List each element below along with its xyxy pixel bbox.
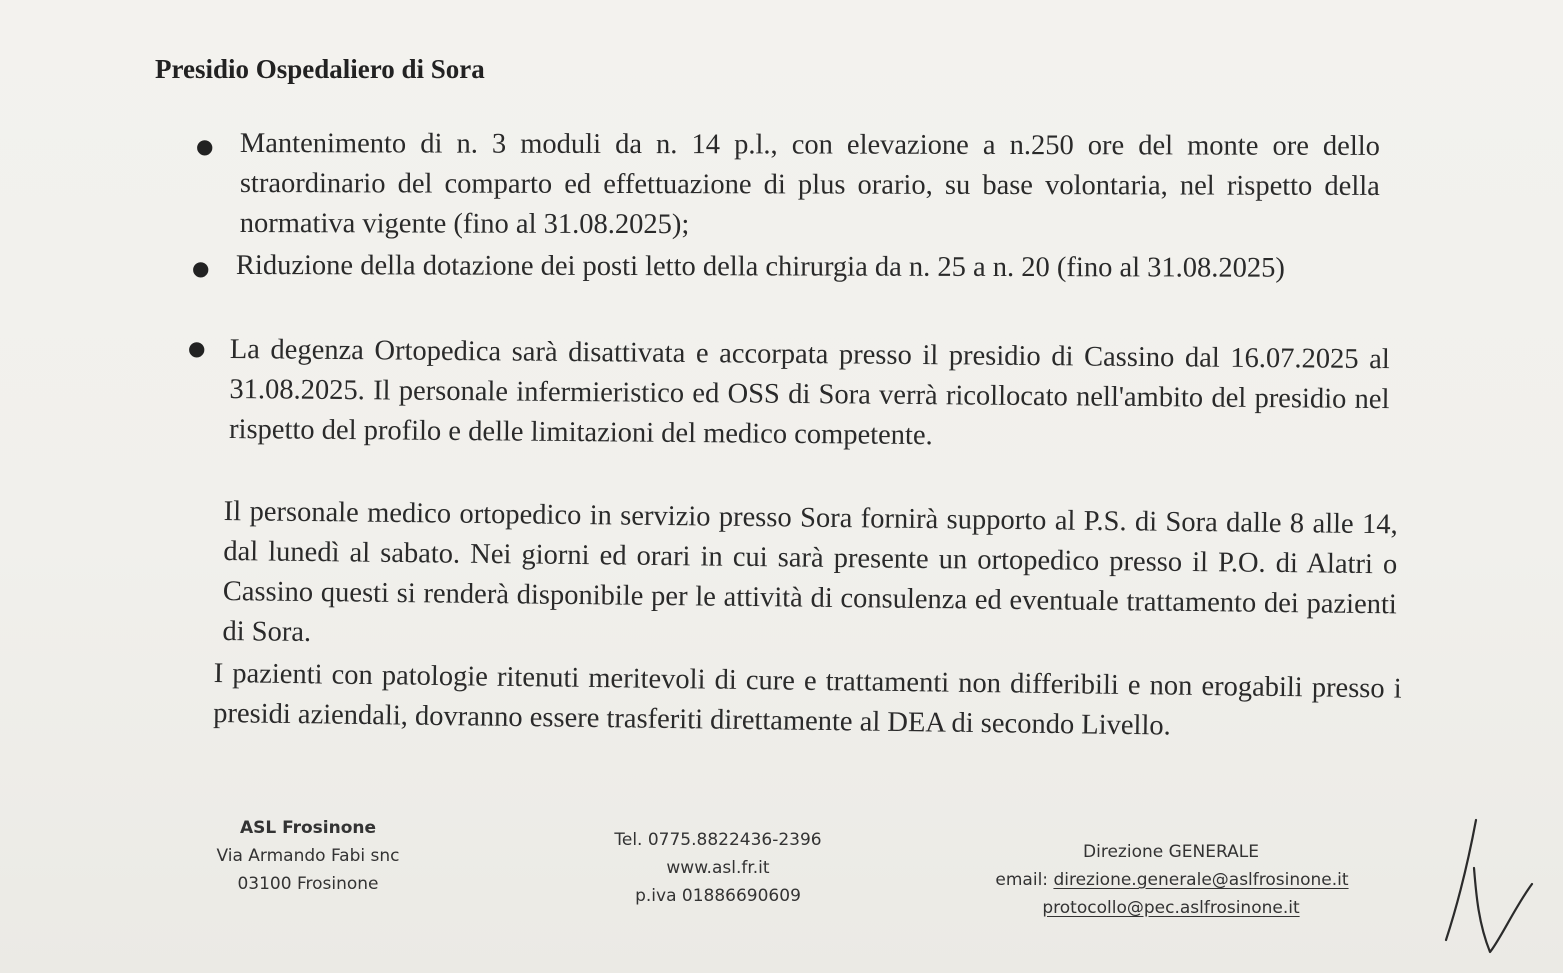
footer-pec-link[interactable]: protocollo@pec.aslfrosinone.it (1042, 898, 1300, 918)
bullet-dot-icon: ● (196, 134, 214, 158)
footer-department: Direzione GENERALE (1083, 842, 1259, 862)
bullet-text-3: La degenza Ortopedica sarà disattivata e accorpata presso il presidio di Cassino dal 16.07.2025 al 31.08.2025. Il personale infermieristico ed OSS di Sora verrà ricollocato nell'ambito del presidio nel rispetto del profilo e delle limitazioni del medico competente. (228, 333, 1390, 452)
footer-vat-number: p.iva 01886690609 (635, 886, 801, 906)
footer-direction-block (956, 838, 1386, 922)
footer-email-link[interactable]: direzione.generale@aslfrosinone.it (1053, 870, 1349, 890)
handwritten-signature (1440, 812, 1540, 962)
paragraph-patient-transfer: I pazienti con patologie ritenuti meritevoli di cure e trattamenti non differibili e non erogabili presso i presidi aziendali, dovranno essere trasferiti direttamente al DEA di secondo Livello. (213, 657, 1402, 742)
footer-address-block (196, 814, 420, 898)
footer-telephone: Tel. 0775.8822436-2396 (614, 830, 822, 850)
section-heading: Presidio Ospedaliero di Sora (155, 54, 485, 84)
footer-street: Via Armando Fabi snc (216, 846, 400, 866)
bullet-dot-icon: ● (192, 256, 210, 280)
footer-email-line (956, 866, 1386, 894)
footer-org-name: ASL Frosinone (239, 818, 377, 838)
bullet-dot-icon: ● (188, 336, 206, 360)
bullet-text-2: Riduzione della dotazione dei posti letto della chirurgia da n. 25 a n. 20 (fino al 31.08.2025) (235, 249, 1285, 284)
paragraph-orthopedic-support: Il personale medico ortopedico in servizio presso Sora fornirà supporto al P.S. di Sora dalle 8 alle 14, dal lunedì al sabato. Nei giorni ed orari in cui sarà presente un ortopedico presso il P.O. di Alatri o Cassino questi si renderà disponibile per le attività di consulenza ed eventuale trattamento dei pazienti di Sora. (222, 495, 1398, 648)
footer-website: www.asl.fr.it (666, 858, 770, 878)
footer-city: 03100 Frosinone (237, 874, 379, 894)
footer-contact-block (590, 826, 846, 910)
footer-email-label: email: (995, 870, 1049, 890)
bullet-text-1: Mantenimento di n. 3 moduli da n. 14 p.l., con elevazione a n.250 ore del monte ore dello straordinario del comparto ed effettuazione di plus orario, su base volontaria, nel rispetto della normativa vigente (fino al 31.08.2025); (239, 127, 1380, 241)
